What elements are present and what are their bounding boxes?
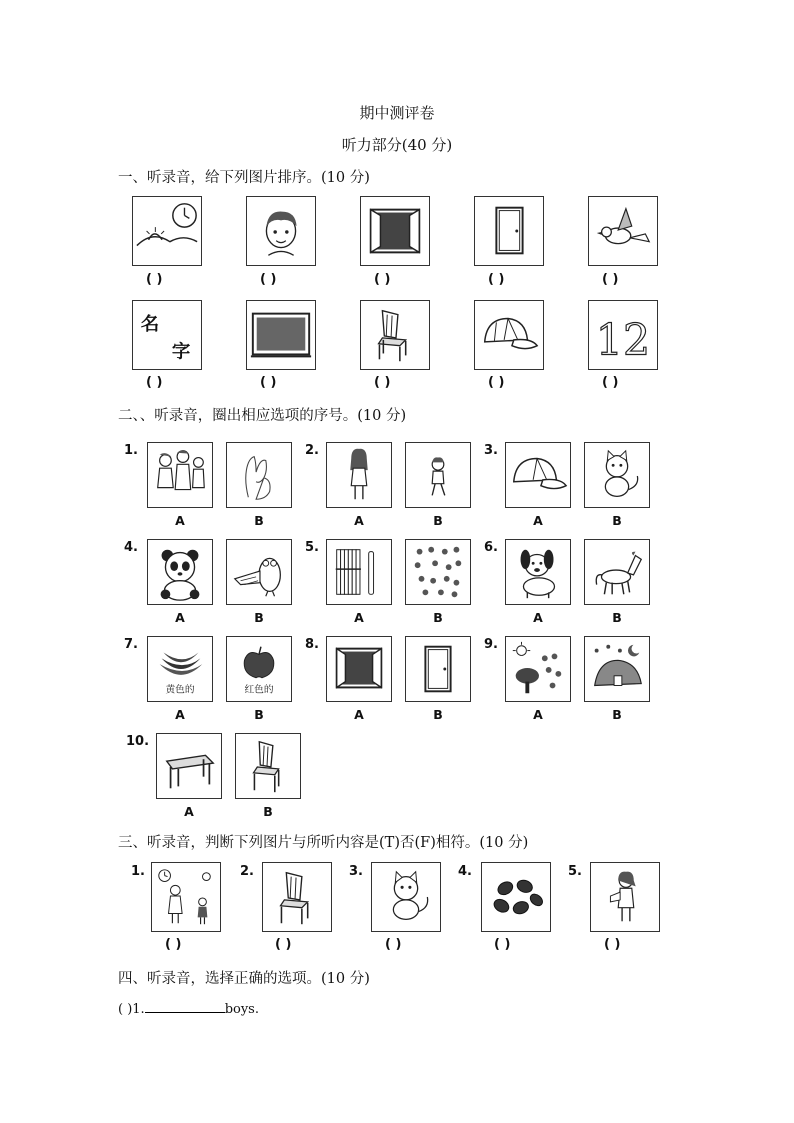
option-b-label: B (612, 513, 622, 528)
answer-paren[interactable]: ( ) (118, 1002, 133, 1017)
option-a-label: A (184, 804, 194, 819)
number-12-text: 12 (595, 315, 651, 366)
judge-5-image (590, 862, 660, 932)
option-9a-image[interactable] (505, 636, 571, 702)
bird-image (588, 196, 658, 266)
answer-paren[interactable]: ( ) (146, 375, 163, 390)
option-a-label: A (175, 707, 185, 722)
option-b-label: B (433, 707, 443, 722)
window-image (360, 196, 430, 266)
answer-paren[interactable]: ( ) (374, 272, 391, 287)
question-number: 1. (131, 864, 145, 879)
option-8b-image[interactable] (405, 636, 471, 702)
question-number: 5. (568, 864, 582, 879)
option-b-label: B (612, 707, 622, 722)
name-characters-image (132, 300, 202, 370)
page-title: 期中测评卷 (359, 104, 435, 122)
option-a-label: A (354, 707, 364, 722)
caption-yellow: 黄色的 (165, 684, 195, 696)
answer-paren[interactable]: ( ) (602, 272, 619, 287)
question-number: 2. (305, 443, 319, 458)
question-number: 9. (484, 637, 498, 652)
answer-paren[interactable]: ( ) (604, 937, 621, 952)
character-2: 字 (171, 341, 191, 363)
blackboard-image (246, 300, 316, 370)
answer-paren[interactable]: ( ) (260, 375, 277, 390)
question-number: 7. (124, 637, 138, 652)
question-number: 4. (124, 540, 138, 555)
option-b-label: B (433, 513, 443, 528)
option-4a-image[interactable] (147, 539, 213, 605)
question-number: 1. (124, 443, 138, 458)
option-4b-image[interactable] (226, 539, 292, 605)
option-10a-image[interactable] (156, 733, 222, 799)
sunrise-clock-image (132, 196, 202, 266)
question-number: 4. (458, 864, 472, 879)
option-b-label: B (254, 707, 264, 722)
question-text: boys. (224, 1002, 259, 1017)
chair-image (360, 300, 430, 370)
option-a-label: A (533, 513, 543, 528)
question-number: 2. (240, 864, 254, 879)
boy-face-image (246, 196, 316, 266)
judge-2-image (262, 862, 332, 932)
fill-blank[interactable] (145, 1000, 225, 1013)
option-a-label: A (533, 707, 543, 722)
caption-red: 红色的 (244, 684, 274, 696)
option-a-label: A (354, 610, 364, 625)
question-number: 3. (349, 864, 363, 879)
number-12-image (588, 300, 658, 370)
option-8a-image[interactable] (326, 636, 392, 702)
option-2b-image[interactable] (405, 442, 471, 508)
section-3-heading: 三、听录音，判断下列图片与所听内容是(T)否(F)相符。(10 分) (118, 835, 529, 851)
judge-4-image (481, 862, 551, 932)
answer-paren[interactable]: ( ) (602, 375, 619, 390)
page-subtitle: 听力部分(40 分) (341, 136, 453, 154)
option-6b-image[interactable] (584, 539, 650, 605)
answer-paren[interactable]: ( ) (260, 272, 277, 287)
option-b-label: B (433, 610, 443, 625)
answer-paren[interactable]: ( ) (374, 375, 391, 390)
option-a-label: A (354, 513, 364, 528)
judge-1-image (151, 862, 221, 932)
section-4-heading: 四、听录音，选择正确的选项。(10 分) (118, 971, 370, 987)
judge-3-image (371, 862, 441, 932)
option-a-label: A (175, 610, 185, 625)
option-3a-image[interactable] (505, 442, 571, 508)
option-9b-image[interactable] (584, 636, 650, 702)
question-number: 6. (484, 540, 498, 555)
answer-paren[interactable]: ( ) (488, 375, 505, 390)
question-number: 5. (305, 540, 319, 555)
option-1b-image[interactable] (226, 442, 292, 508)
character-1: 名 (140, 314, 160, 336)
question-number: 10. (126, 734, 150, 749)
cap-image (474, 300, 544, 370)
answer-paren[interactable]: ( ) (385, 937, 402, 952)
answer-paren[interactable]: ( ) (488, 272, 505, 287)
option-7a-image[interactable] (147, 636, 213, 702)
option-2a-image[interactable] (326, 442, 392, 508)
question-number: 3. (484, 443, 498, 458)
question-4-1 (118, 1000, 259, 1017)
option-10b-image[interactable] (235, 733, 301, 799)
option-a-label: A (175, 513, 185, 528)
option-5a-image[interactable] (326, 539, 392, 605)
answer-paren[interactable]: ( ) (165, 937, 182, 952)
question-number: 1. (132, 1002, 145, 1017)
door-image (474, 196, 544, 266)
section-2-heading: 二、、听录音，圈出相应选项的序号。(10 分) (118, 408, 407, 424)
section-1-heading: 一、听录音，给下列图片排序。(10 分) (118, 170, 370, 186)
option-6a-image[interactable] (505, 539, 571, 605)
answer-paren[interactable]: ( ) (146, 272, 163, 287)
option-b-label: B (263, 804, 273, 819)
option-3b-image[interactable] (584, 442, 650, 508)
option-7b-image[interactable] (226, 636, 292, 702)
question-number: 8. (305, 637, 319, 652)
option-b-label: B (612, 610, 622, 625)
option-a-label: A (533, 610, 543, 625)
answer-paren[interactable]: ( ) (494, 937, 511, 952)
option-b-label: B (254, 513, 264, 528)
option-1a-image[interactable] (147, 442, 213, 508)
option-b-label: B (254, 610, 264, 625)
option-5b-image[interactable] (405, 539, 471, 605)
answer-paren[interactable]: ( ) (275, 937, 292, 952)
